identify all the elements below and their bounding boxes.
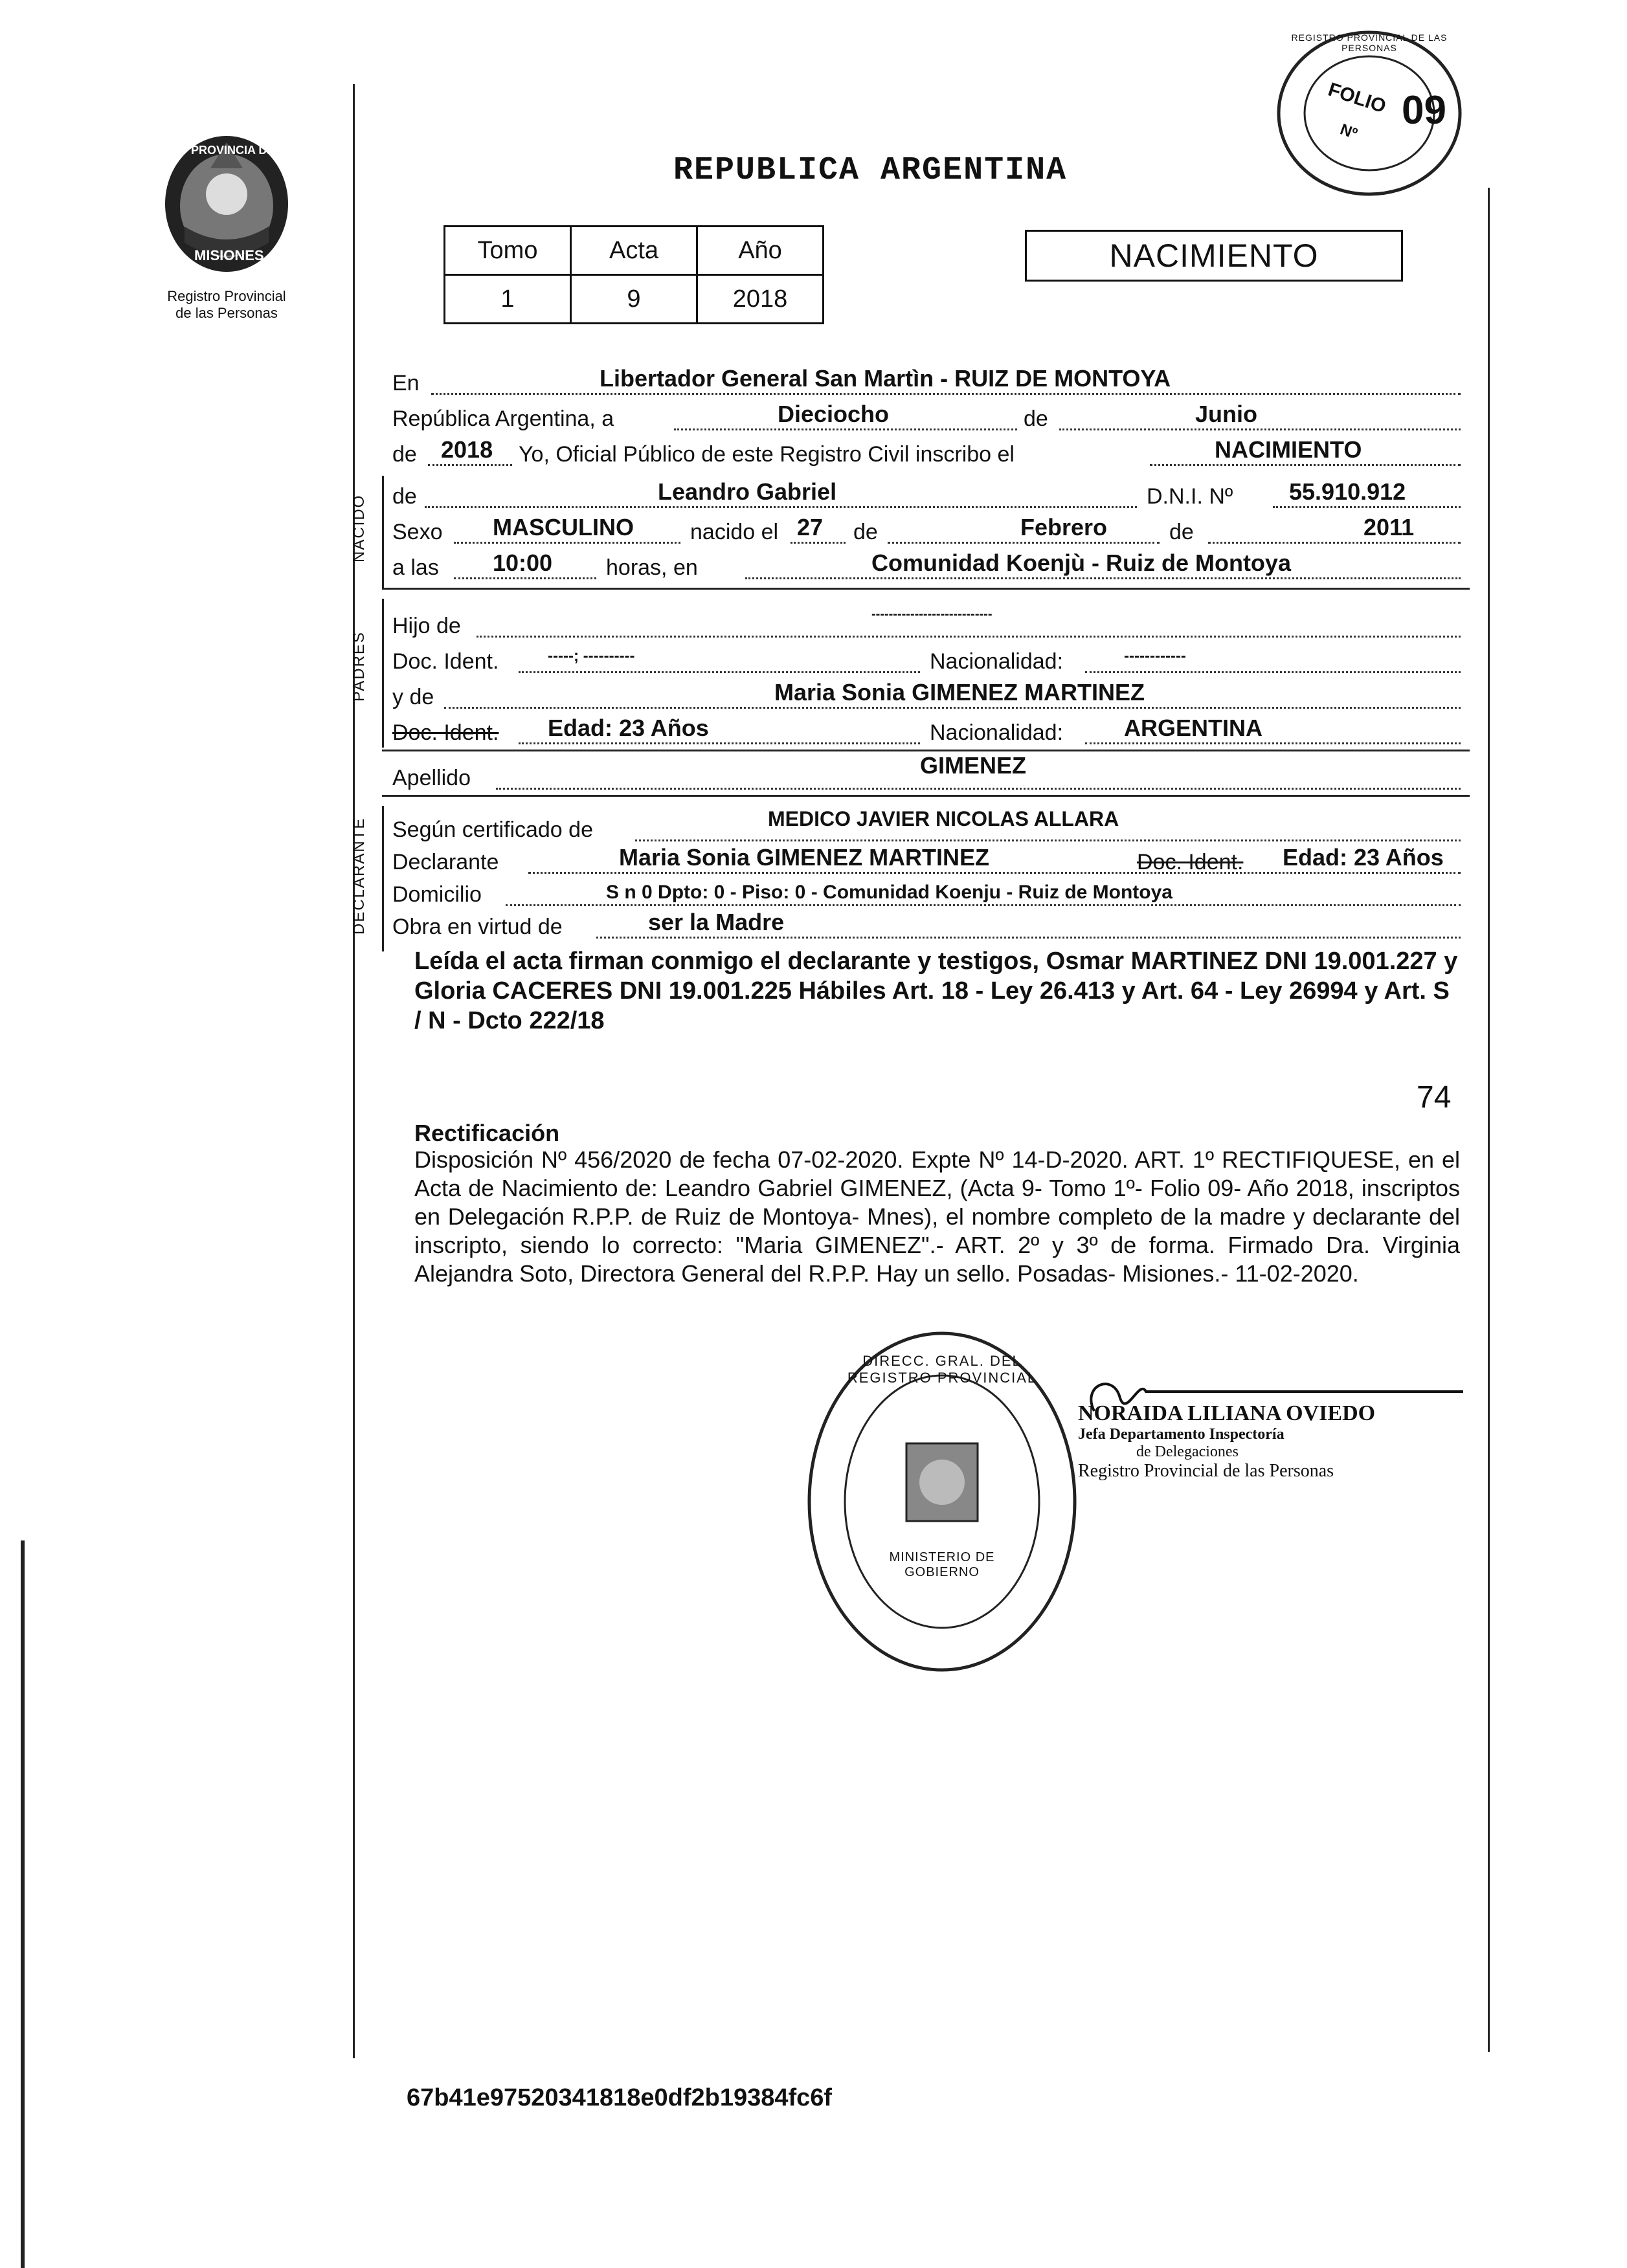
row-declarante <box>392 841 1461 878</box>
rectificacion-title: Rectificación <box>414 1120 560 1146</box>
row-madre <box>392 676 1461 713</box>
value-nac-anio: 2011 <box>1363 514 1415 540</box>
value-inscribo: NACIMIENTO <box>1215 436 1362 463</box>
side-label-nacido: NACIDO <box>350 494 368 562</box>
left-margin-line <box>353 84 355 2058</box>
page-number: 74 <box>1417 1080 1452 1115</box>
value-hora: 10:00 <box>493 550 553 576</box>
label-segun: Según certificado de <box>392 817 593 842</box>
value-nac-dia: 27 <box>797 514 824 540</box>
signature-line-2: Jefa Departamento Inspectoría <box>1078 1426 1285 1443</box>
right-margin-line <box>1488 188 1490 2052</box>
row-docident <box>392 641 1461 677</box>
side-label-padres: PADRES <box>350 631 368 702</box>
emblem-text-bottom: MISIONES <box>194 247 264 263</box>
row-obra <box>392 906 1461 942</box>
label-de-mes: de <box>1024 406 1048 431</box>
emblem-caption-line-1: Registro Provincial <box>167 288 286 304</box>
doc-type-box: NACIMIENTO <box>1025 230 1403 282</box>
declarante-bracket <box>382 806 384 951</box>
label-nacido-el: nacido el <box>690 520 779 544</box>
label-nacionalidad: Nacionalidad: <box>930 649 1064 674</box>
label-nacionalidad2: Nacionalidad: <box>930 720 1064 745</box>
emblem-caption <box>126 288 327 322</box>
label-nombre: de <box>392 484 417 509</box>
label-nac-de: de <box>853 520 878 544</box>
value-dia: Dieciocho <box>778 401 890 427</box>
label-docident2: Doc. Ident. <box>392 720 499 745</box>
signature-line-4: Registro Provincial de las Personas <box>1078 1461 1334 1481</box>
nacido-bracket <box>382 476 384 589</box>
official-stamp <box>803 1327 1081 1676</box>
seal-ring-text: REGISTRO PROVINCIAL DE LAS PERSONAS <box>1291 32 1448 53</box>
stamp-ring-text: DIRECC. GRAL. DEL REGISTRO PROVINCIAL <box>847 1353 1037 1386</box>
emblem-text-top: PROVINCIA DE <box>191 144 275 157</box>
rectificacion-body: Disposición Nº 456/2020 de fecha 07-02-2020. Expte Nº 14-D-2020. ART. 1º RECTIFIQUESE, en el Acta de Nacimiento de: Leandro Gabriel GIMENEZ, (Acta 9- Tomo 1º- Folio 09- Año 2018, inscriptos en Delegación R.P.P. de Ruiz de Montoya- Mnes), el nombre completo de la madre y declarante del inscripto, siendo lo correcto: "Maria GIMENEZ".- ART. 2º y 3º de forma. Firmado Dra. Virginia Alejandra Soto, Directora General del R.P.P. Hay un sello. Posadas- Misiones.- 11-02-2020. <box>414 1146 1460 1287</box>
tomo-acta-anio-table <box>443 225 824 324</box>
folio-seal <box>1272 26 1466 201</box>
label-docident: Doc. Ident. <box>392 649 499 674</box>
label-obra: Obra en virtud de <box>392 915 563 939</box>
row-republica <box>392 398 1461 434</box>
value-nacionalidad: ------------ <box>1124 647 1186 665</box>
row-anio-oficial <box>392 434 1461 470</box>
stamp-inner-text: MINISTERIO DE GOBIERNO <box>889 1550 995 1579</box>
value-sexo: MASCULINO <box>493 514 634 540</box>
label-oficial: Yo, Oficial Público de este Registro Civil inscribo el <box>519 442 1015 467</box>
label-nac-de2: de <box>1169 520 1194 544</box>
table-header-acta: Acta <box>571 227 697 275</box>
value-edad: Edad: 23 Años <box>548 715 709 741</box>
signature-line-3: de Delegaciones <box>1136 1443 1239 1460</box>
value-en: Libertador General San Martìn - RUIZ DE MONTOYA <box>600 365 1171 392</box>
value-decl-edad: Edad: 23 Años <box>1283 844 1444 871</box>
value-dni: 55.910.912 <box>1289 478 1406 505</box>
value-nombre: Leandro Gabriel <box>658 478 837 505</box>
label-de-anio: de <box>392 442 417 467</box>
padres-bracket <box>382 599 384 748</box>
value-anio: 2018 <box>441 436 493 463</box>
label-republica: República Argentina, a <box>392 406 614 431</box>
row-docident2 <box>392 712 1461 748</box>
separator-1 <box>382 588 1470 590</box>
label-alas: a las <box>392 555 439 580</box>
label-hijo: Hijo de <box>392 614 461 638</box>
value-nac-mes: Febrero <box>1020 514 1108 540</box>
value-lugar: Comunidad Koenjù - Ruiz de Montoya <box>871 550 1291 576</box>
side-label-declarante: DECLARANTE <box>350 817 368 935</box>
row-certificado <box>392 809 1461 845</box>
value-domicilio: S n 0 Dpto: 0 - Piso: 0 - Comunidad Koenju - Ruiz de Montoya <box>606 882 1173 903</box>
signature-block <box>1078 1401 1441 1482</box>
document-hash: 67b41e97520341818e0df2b19384fc6f <box>407 2084 833 2111</box>
label-declarante: Declarante <box>392 850 499 874</box>
value-certificado: MEDICO JAVIER NICOLAS ALLARA <box>768 807 1119 830</box>
scan-edge-line <box>21 1540 25 2268</box>
seal-no-label: Nº <box>1338 120 1360 143</box>
seal-folio-number: 09 <box>1402 88 1446 133</box>
row-domicilio <box>392 874 1461 910</box>
separator-3 <box>382 795 1470 797</box>
row-hora-lugar <box>392 547 1461 583</box>
value-madre: Maria Sonia GIMENEZ MARTINEZ <box>774 679 1145 706</box>
province-emblem <box>152 129 301 285</box>
row-apellido <box>392 752 1461 794</box>
row-nombre <box>392 476 1461 512</box>
row-en <box>392 362 1461 399</box>
label-decl-docident: Doc. Ident. <box>1137 850 1244 874</box>
value-apellido: GIMENEZ <box>920 752 1027 779</box>
row-sexo <box>392 511 1461 548</box>
value-hijo: ---------------------------- <box>871 607 993 621</box>
signature-name: NORAIDA LILIANA OVIEDO <box>1078 1401 1376 1425</box>
separator-2 <box>382 750 1470 751</box>
value-docident: -----; ---------- <box>548 647 635 665</box>
emblem-caption-line-2: de las Personas <box>175 305 278 321</box>
label-sexo: Sexo <box>392 520 443 544</box>
seal-folio-label: FOLIO <box>1325 78 1389 118</box>
value-mes: Junio <box>1195 401 1257 427</box>
label-domicilio: Domicilio <box>392 882 482 907</box>
table-value-anio: 2018 <box>697 275 824 324</box>
table-header-tomo: Tomo <box>445 227 571 275</box>
table-header-anio: Año <box>697 227 824 275</box>
row-hijo <box>392 605 1461 641</box>
value-obra: ser la Madre <box>648 909 785 935</box>
leida-paragraph: Leída el acta firman conmigo el declarante y testigos, Osmar MARTINEZ DNI 19.001.227 y Gloria CACERES DNI 19.001.225 Hábiles Art. 18 - Ley 26.413 y Art. 64 - Ley 26994 y Art. S / N - Dcto 222/18 <box>414 948 1458 1034</box>
label-yde: y de <box>392 685 434 709</box>
value-nacionalidad2: ARGENTINA <box>1124 715 1262 741</box>
label-horas-en: horas, en <box>606 555 698 580</box>
value-declarante: Maria Sonia GIMENEZ MARTINEZ <box>619 844 990 871</box>
table-value-acta: 9 <box>571 275 697 324</box>
page-title: REPUBLICA ARGENTINA <box>673 152 1068 189</box>
table-value-tomo: 1 <box>445 275 571 324</box>
label-apellido: Apellido <box>392 766 471 790</box>
label-en: En <box>392 371 420 395</box>
label-dni: D.N.I. Nº <box>1147 484 1233 509</box>
